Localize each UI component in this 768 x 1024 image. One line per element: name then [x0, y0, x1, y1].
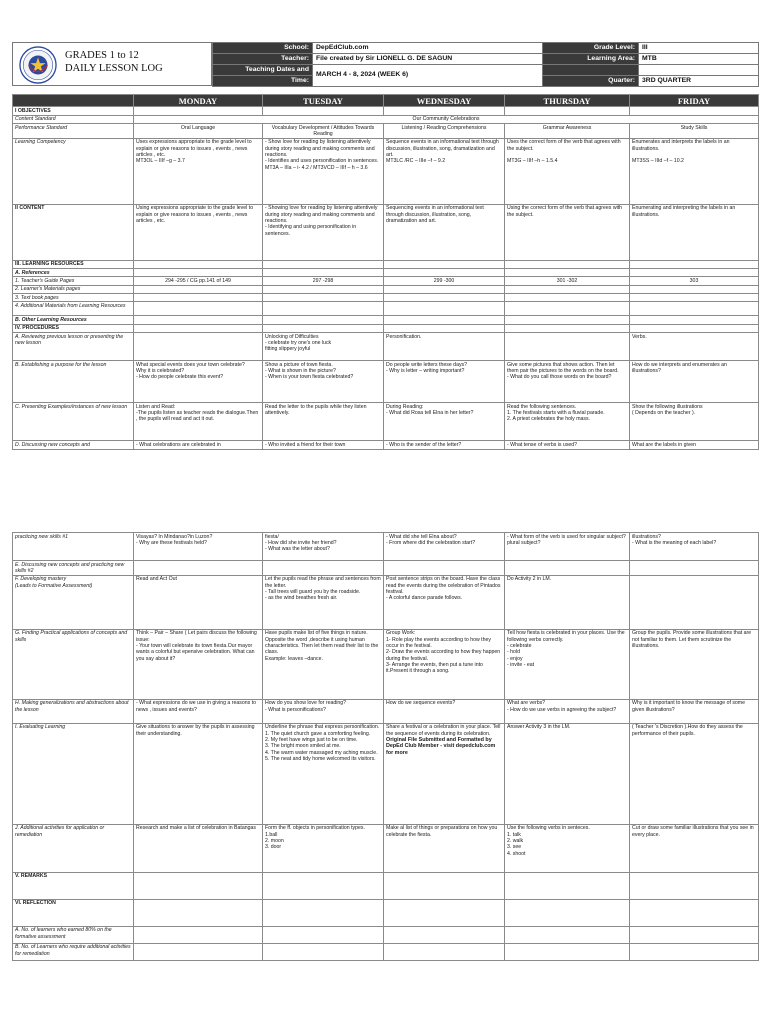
cell-text: Have pupils make list of five things in nature. Opposite the word ,describe it using human characteristics. Then let them read their list to the class. Example: leaves –dance.	[265, 630, 379, 662]
title-line-1: GRADES 1 to 12	[65, 50, 139, 61]
row-label: B. Establishing a purpose for the lesson	[13, 361, 134, 403]
cell-monday	[134, 943, 263, 960]
cell-wednesday	[384, 403, 505, 441]
cell-tuesday	[263, 124, 384, 139]
cell-monday	[134, 333, 263, 361]
procedure-row	[13, 285, 759, 293]
cell-friday	[630, 302, 759, 316]
row-label: I. Evaluating Learning	[13, 723, 134, 824]
row-label: 4. Additional Materials from Learning Resources	[13, 302, 134, 316]
cell-text: 294 -295 / CG pp.141 of 149	[165, 277, 231, 284]
cell-monday	[134, 260, 263, 268]
procedure-row	[13, 403, 759, 441]
procedure-row	[13, 699, 759, 723]
cell-text: Using expressions appropriate to the grade level to explain or give reasons to issues , events , news articles , etc.	[136, 205, 254, 224]
info-grid	[212, 42, 759, 87]
row-label: C. Presenting Examples/instances of new lesson	[13, 403, 134, 441]
grade-label: Grade Level:	[543, 43, 639, 54]
cell-thursday	[505, 926, 630, 943]
cell-friday	[630, 260, 759, 268]
row-label: 1. Teacher's Guide Pages	[13, 277, 134, 285]
cell-text: - What tense of verbs is used?	[507, 441, 578, 448]
cell-tuesday	[263, 269, 384, 277]
procedure-row	[13, 441, 759, 450]
procedure-row	[13, 324, 759, 332]
cell-monday	[134, 872, 263, 899]
cell-text: - Who invited a friend for their town	[265, 441, 346, 448]
cell-thursday	[505, 124, 630, 139]
cell-monday	[134, 124, 263, 139]
row-label: Content Standard	[13, 115, 134, 123]
row-label: A. No. of learners who earned 80% on the formative assessment	[13, 926, 134, 943]
cell-wednesday	[384, 285, 505, 293]
lesson-log-table-page-2	[12, 532, 759, 961]
cell-tuesday	[263, 441, 384, 450]
procedure-row	[13, 926, 759, 943]
procedure-row	[13, 533, 759, 561]
row-label: A. Reviewing previous lesson or presenting the new lesson	[13, 333, 134, 361]
cell-monday	[134, 575, 263, 629]
cell-text: Give some pictures that shows action. Then let them pair the pictures to the words on the board. - What do you call those words on the board?	[507, 361, 619, 381]
cell-monday	[134, 441, 263, 450]
cell-thursday	[505, 107, 630, 115]
cell-friday	[630, 872, 759, 899]
cell-text: Cut or draw some familiar illustrations that you see in every place.	[632, 825, 754, 838]
cell-monday	[134, 403, 263, 441]
teacher-label: Teacher:	[213, 54, 313, 65]
cell-monday	[134, 561, 263, 576]
procedure-row	[13, 629, 759, 699]
cell-text: Make al list of things or preparations on how you celebrate the fiesta.	[386, 825, 498, 838]
cell-monday	[134, 302, 263, 316]
cell-wednesday	[384, 324, 505, 332]
cell-friday	[630, 124, 759, 139]
cell-wednesday	[384, 107, 505, 115]
day-header-friday: FRIDAY	[630, 95, 759, 107]
area-value: MTB	[639, 54, 759, 65]
cell-wednesday	[384, 441, 505, 450]
cell-text: Enumerates and interprets the labels in an illustrations. MT3SS – IIId –f – 10.2	[632, 139, 730, 165]
cell-text: Group Work: 1- Role play the events according to how they occur in the festival. 2- Draw the events according to how they happen during the festival. 3- Arrange the events, then put a tune into it.Present it through a song.	[386, 630, 501, 675]
cell-monday	[134, 138, 263, 204]
cell-thursday	[505, 361, 630, 403]
log-title	[65, 49, 163, 75]
cell-text: What special events does your town celebrate? Why it is celebrated? - How do people celebrate this event?	[136, 361, 245, 381]
cell-text: Why is it important to know the message of some given illustrations?	[632, 700, 746, 713]
cell-monday	[134, 269, 263, 277]
cell-monday	[134, 324, 263, 332]
cell-text: Do Activity 2 in LM.	[507, 576, 552, 583]
cell-friday	[630, 575, 759, 629]
cell-text: Enumerating and interpreting the labels in an illustrations.	[632, 205, 736, 218]
procedure-row	[13, 943, 759, 960]
cell-text: 301 -302	[556, 277, 578, 284]
day-header-monday: MONDAY	[134, 95, 263, 107]
cell-tuesday	[263, 302, 384, 316]
row-label: B. No. of Learners who require additional activities for remediation	[13, 943, 134, 960]
cell-friday	[630, 441, 759, 450]
cell-thursday	[505, 899, 630, 926]
cell-friday	[630, 333, 759, 361]
cell-monday	[134, 926, 263, 943]
cell-text: How do you show love for reading? - What is personifications?	[265, 700, 347, 713]
cell-friday	[630, 294, 759, 302]
cell-monday	[134, 204, 263, 260]
cell-tuesday	[263, 629, 384, 699]
cell-thursday	[505, 333, 630, 361]
cell-tuesday	[263, 575, 384, 629]
cell-monday	[134, 629, 263, 699]
cell-friday	[630, 107, 759, 115]
grade-value: III	[639, 43, 759, 54]
watermark-note: Original File Submitted and Formatted by DepEd Club Member - visit depedclub.com for more	[386, 736, 496, 757]
cell-monday	[134, 285, 263, 293]
cell-text: Research and make a list of celebration in Batangas	[136, 825, 256, 832]
cell-wednesday	[384, 361, 505, 403]
row-label: B. Other Learning Resources	[13, 316, 134, 324]
cell-wednesday	[384, 260, 505, 268]
cell-thursday	[505, 872, 630, 899]
cell-text: Give situations to answer by the pupils in assessing their understanding.	[136, 724, 255, 737]
cell-tuesday	[263, 107, 384, 115]
cell-friday	[630, 824, 759, 872]
cell-text: Group the pupils. Provide some illustrations that are not familiar to them. Let them scrutinize the illustrations.	[632, 630, 752, 649]
cell-wednesday	[384, 124, 505, 139]
cell-text: Think – Pair – Share ( Let pairs discuss the following issue: - Your town will celebrate its town fiesta.Our mayor wants a colorful but epensive celebration. What can you say about it?	[136, 630, 257, 662]
cell-thursday	[505, 824, 630, 872]
cell-text: During Reading: - What did Rosa tell Elna in her letter?	[386, 403, 474, 416]
day-header-wednesday: WEDNESDAY	[384, 95, 505, 107]
procedure-row	[13, 107, 759, 115]
cell-tuesday	[263, 138, 384, 204]
cell-tuesday	[263, 533, 384, 561]
procedure-row	[13, 723, 759, 824]
procedure-row	[13, 872, 759, 899]
cell-text: 299 -300	[433, 277, 455, 284]
row-label: practicing new skills #1	[13, 533, 134, 561]
cell-friday	[630, 269, 759, 277]
cell-wednesday	[384, 824, 505, 872]
dll-header	[12, 42, 758, 86]
cell-text: Personification.	[386, 333, 422, 340]
cell-friday	[630, 699, 759, 723]
cell-thursday	[505, 533, 630, 561]
row-label: 3. Text book pages	[13, 294, 134, 302]
cell-text: Underline the phrase that express personification. 1. The quiet church gave a comforting feeling. 2. My feet have wings just to be on time. 3. The bright moon smiled at me. 4. The warm water massaged my aching muscle. 5. The neat and tidy home welcomed its visitors.	[265, 724, 380, 762]
cell-friday	[630, 899, 759, 926]
day-header-blank	[13, 95, 134, 107]
cell-monday	[134, 899, 263, 926]
cell-text: fiesta/ - How did she invite her friend? - What was the letter about?	[265, 533, 337, 553]
cell-wednesday	[384, 294, 505, 302]
row-label: I OBJECTIVES	[13, 107, 134, 115]
cell-monday	[134, 316, 263, 324]
cell-wednesday	[384, 723, 505, 824]
cell-tuesday	[263, 403, 384, 441]
cell-tuesday	[263, 333, 384, 361]
cell-wednesday	[384, 533, 505, 561]
cell-wednesday	[384, 926, 505, 943]
title-line-2: DAILY LESSON LOG	[65, 63, 163, 74]
cell-monday	[134, 294, 263, 302]
quarter-spacer	[543, 65, 639, 76]
cell-monday	[134, 699, 263, 723]
row-label: Performance Standard	[13, 124, 134, 139]
cell-text: - Show love for reading by listening attentively during story reading and making comments and reactions. - Identifies and uses personification in sentences. MT3A – IIIa – i- 4.2 / MT3VCD – IIIf – h – 3.6	[265, 139, 379, 171]
cell-thursday	[505, 285, 630, 293]
cell-text: Listen and Read: -The pupils listen as teacher reads the dialogue.Then , the pupils will read and act it out.	[136, 403, 259, 423]
cell-friday	[630, 277, 759, 285]
cell-text: Use the following verbs in senteces. 1. talk 2. walk 3. see 4. shoot	[507, 825, 590, 857]
cell-thursday	[505, 277, 630, 285]
lesson-log-table-page-1	[12, 94, 759, 450]
row-label: E. Discussing new concepts and practicing new skills #2	[13, 561, 134, 576]
cell-thursday	[505, 260, 630, 268]
cell-thursday	[505, 138, 630, 204]
cell-thursday	[505, 294, 630, 302]
cell-friday	[630, 324, 759, 332]
procedure-row	[13, 277, 759, 285]
cell-text: What are verbs? - How do we use verbs in agreeing the subject?	[507, 700, 617, 713]
cell-friday	[630, 361, 759, 403]
day-header-thursday: THURSDAY	[505, 95, 630, 107]
cell-friday	[630, 204, 759, 260]
day-header-tuesday: TUESDAY	[263, 95, 384, 107]
cell-monday	[134, 824, 263, 872]
cell-text: Uses the correct form of the verb that agrees with the subject. MT3G – IIIf –h – 1.5.4	[507, 139, 621, 165]
cell-thursday	[505, 723, 630, 824]
cell-tuesday	[263, 872, 384, 899]
cell-tuesday	[263, 926, 384, 943]
row-label: VI. REFLECTION	[13, 899, 134, 926]
procedure-row	[13, 115, 759, 123]
cell-tuesday	[263, 285, 384, 293]
day-header-row	[13, 95, 759, 107]
cell-friday	[630, 403, 759, 441]
cell-tuesday	[263, 723, 384, 824]
cell-wednesday	[384, 138, 505, 204]
cell-text: Show a picture of town fiesta. - What is shown in the picture? - When is your town fiesta celebrated?	[265, 361, 354, 381]
cell-text: How do we sequence events?	[386, 700, 456, 707]
content-standard-cell: Our Community Celebrations	[134, 115, 759, 123]
dates-label-2: Time:	[213, 76, 313, 87]
cell-wednesday	[384, 575, 505, 629]
cell-text: Uses expressions appropriate to the grade level to explain or give reasons to issues , events , news articles , etc. MT3OL – IIIf –g – 3.7	[136, 139, 252, 165]
cell-tuesday	[263, 899, 384, 926]
cell-text: - Who is the sender of the letter?	[386, 441, 462, 448]
cell-text: What are the labels in given	[632, 441, 697, 448]
cell-text: Sequence events in an informational text through discussion, illustration, song, dramatization and art. MT3LC /RC – IIIe –f – 9.2	[386, 139, 499, 165]
area-label: Learning Area:	[543, 54, 639, 65]
cell-wednesday	[384, 204, 505, 260]
cell-text: Visayas? In Mindanao?in Luzon? - Why are these festivals held?	[136, 533, 213, 546]
cell-thursday	[505, 629, 630, 699]
cell-text: How do we interprets and enumerates an illustrations?	[632, 361, 727, 374]
procedure-row	[13, 294, 759, 302]
cell-text: Share a festival or a celebration in your place. Tell the sequence of events during its celebration.	[386, 724, 501, 737]
teacher-value: File created by Sir LIONELL G. DE SAGUN	[313, 54, 543, 65]
cell-monday	[134, 361, 263, 403]
cell-tuesday	[263, 294, 384, 302]
cell-monday	[134, 533, 263, 561]
row-label: IV. PROCEDURES	[13, 324, 134, 332]
cell-friday	[630, 723, 759, 824]
cell-wednesday	[384, 629, 505, 699]
cell-friday	[630, 316, 759, 324]
cell-wednesday	[384, 561, 505, 576]
cell-friday	[630, 561, 759, 576]
cell-text: Read and Act Out	[136, 576, 177, 583]
row-label: 2. Learner's Materials pages	[13, 285, 134, 293]
cell-tuesday	[263, 260, 384, 268]
procedure-row	[13, 561, 759, 576]
cell-text: - What celebrations are celebrated in	[136, 441, 221, 448]
cell-thursday	[505, 699, 630, 723]
cell-text: illustrations? - What is the meaning of each label?	[632, 533, 717, 546]
cell-wednesday	[384, 943, 505, 960]
row-label: D. Discussing new concepts and	[13, 441, 134, 450]
cell-thursday	[505, 403, 630, 441]
procedure-row	[13, 824, 759, 872]
school-value: DepEdClub.com	[313, 43, 543, 54]
cell-thursday	[505, 575, 630, 629]
cell-text: - What expressions do we use in giving a reasons to news , issues and events?	[136, 700, 256, 713]
row-label: III. LEARNING RESOURCES	[13, 260, 134, 268]
cell-tuesday	[263, 324, 384, 332]
cell-text: - Showing love for reading by listening attentively during story reading and making comments and reactions. - Identifying and using personification in sentences.	[265, 205, 378, 237]
cell-text: ( Teacher 's Discretion ).How do they assess the performance of their pupils.	[632, 724, 743, 737]
cell-wednesday	[384, 333, 505, 361]
cell-wednesday	[384, 316, 505, 324]
cell-text: Grammar Awareness	[542, 124, 592, 131]
row-label: J. Additional activities for application or remediation	[13, 824, 134, 872]
row-label: H. Making generalizations and abstractions about the lesson	[13, 699, 134, 723]
cell-thursday	[505, 324, 630, 332]
deped-seal-icon	[19, 46, 57, 84]
cell-wednesday	[384, 699, 505, 723]
cell-thursday	[505, 561, 630, 576]
procedure-row	[13, 316, 759, 324]
cell-monday	[134, 107, 263, 115]
cell-text: Form the ff. objects in personification types. 1.ball 2. moon 3. door	[265, 825, 365, 851]
cell-text: Do people write letters these days? - Why is letter – writing important?	[386, 361, 468, 374]
school-label: School:	[213, 43, 313, 54]
cell-friday	[630, 533, 759, 561]
procedure-row	[13, 302, 759, 316]
cell-tuesday	[263, 204, 384, 260]
dates-value: MARCH 4 - 8, 2024 (WEEK 6)	[313, 65, 543, 87]
cell-text: Verbs.	[632, 333, 647, 340]
cell-text: 303	[689, 277, 699, 284]
row-label: A. References	[13, 269, 134, 277]
cell-text: Sequencing events in an informational text through discussion, illustration, song, dramatization and art.	[386, 205, 484, 224]
procedure-row	[13, 575, 759, 629]
cell-friday	[630, 138, 759, 204]
cell-wednesday	[384, 269, 505, 277]
row-label: II CONTENT	[13, 204, 134, 260]
row-label: V. REMARKS	[13, 872, 134, 899]
cell-text: Let the pupils read the phrase and sentences from the letter. - Tall trees will guard you by the roadside. - as the wind breathes fresh air.	[265, 576, 381, 602]
quarter-spacer-val	[639, 65, 759, 76]
procedure-row	[13, 899, 759, 926]
cell-wednesday	[384, 899, 505, 926]
cell-text: Read the letter to the pupils while they listen attentively.	[265, 403, 367, 416]
cell-thursday	[505, 316, 630, 324]
cell-thursday	[505, 943, 630, 960]
cell-friday	[630, 943, 759, 960]
procedure-row	[13, 260, 759, 268]
cell-monday	[134, 723, 263, 824]
cell-thursday	[505, 269, 630, 277]
cell-tuesday	[263, 943, 384, 960]
quarter-label: Quarter:	[543, 76, 639, 87]
row-label: F. Developing mastery (Leads to Formative Assessment)	[13, 575, 134, 629]
procedure-row	[13, 333, 759, 361]
cell-thursday	[505, 441, 630, 450]
row-label: G. Finding Practical applications of concepts and skills	[13, 629, 134, 699]
cell-thursday	[505, 204, 630, 260]
cell-text: Show the following illustrations ( Depends on the teacher ).	[632, 403, 703, 416]
cell-monday	[134, 277, 263, 285]
cell-text: Vocabulary Development / Attitudes Towards Reading	[271, 124, 375, 137]
cell-text: Unlocking of Difficulties - celebrate try one's one luck fitting slippery joyful	[265, 333, 332, 353]
quarter-value: 3RD QUARTER	[639, 76, 759, 87]
procedure-row	[13, 138, 759, 204]
procedure-row	[13, 361, 759, 403]
cell-text: - What did she tell Elna about? - From where did the celebration start?	[386, 533, 476, 546]
cell-text: Using the correct form of the verb that agrees with the subject.	[507, 205, 623, 218]
cell-tuesday	[263, 277, 384, 285]
cell-text: Post sentence strips on the board. Have the class read the events during the celebration of Pintados festival. - A colorful dance parade follows.	[386, 576, 501, 602]
cell-tuesday	[263, 824, 384, 872]
cell-friday	[630, 926, 759, 943]
cell-text: 297 -298	[312, 277, 334, 284]
cell-tuesday	[263, 316, 384, 324]
cell-text: Read the following sentences. 1. The festivals starts with a fluvial parade. 2. A priest celebrates the holy mass.	[507, 403, 605, 423]
cell-tuesday	[263, 361, 384, 403]
cell-wednesday	[384, 302, 505, 316]
cell-text: Answer Activity 3 in the LM.	[507, 724, 571, 731]
procedure-row	[13, 269, 759, 277]
title-block	[12, 42, 212, 86]
cell-wednesday	[384, 872, 505, 899]
cell-thursday	[505, 302, 630, 316]
row-label: Learning Competency	[13, 138, 134, 204]
procedure-row	[13, 204, 759, 260]
cell-wednesday	[384, 277, 505, 285]
dates-label-1: Teaching Dates and	[213, 65, 313, 76]
cell-text: Listening / Reading Comprehensions	[401, 124, 487, 131]
procedure-row	[13, 124, 759, 139]
cell-tuesday	[263, 699, 384, 723]
cell-friday	[630, 285, 759, 293]
cell-text: - What form of the verb is used for singular subject?plural subject?	[507, 533, 626, 546]
cell-tuesday	[263, 561, 384, 576]
cell-text: Study Skills	[680, 124, 708, 131]
cell-text: Tell how fiesta is celebrated in your places. Use the following verbs correctly. - celebrate - hold - enjoy - invite - eat	[507, 630, 625, 668]
cell-text: Oral Language	[180, 124, 216, 131]
cell-friday	[630, 629, 759, 699]
